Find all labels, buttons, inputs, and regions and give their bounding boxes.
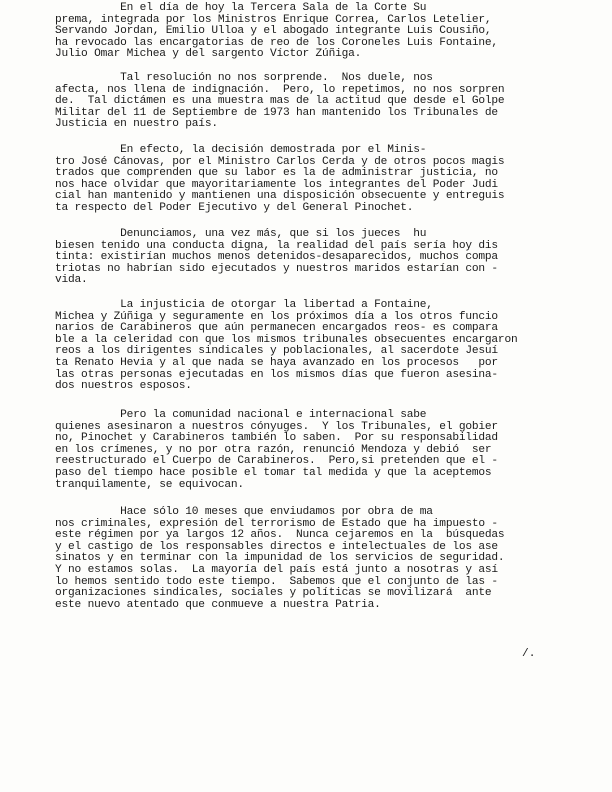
- text-line: nos hace olvidar que mayoritariamente los integrantes del Poder Judi: [55, 178, 498, 191]
- text-line: Pero la comunidad nacional e internacional sabe: [55, 409, 427, 421]
- text-line: ta Renato Hevia y al que nada se haya avanzado en los procesos por: [55, 356, 498, 369]
- text-line: Denunciamos, una vez más, que si los jueces hu: [55, 228, 427, 240]
- text-line: no, Pinochet y Carabineros también lo saben. Por su responsabilidad: [55, 432, 498, 445]
- text-line: tranquilamente, se equivocan.: [55, 478, 244, 491]
- text-line: este régimen por ya largos 12 años. Nunca cejaremos en la búsquedas: [55, 529, 505, 542]
- text-line: Tal resolución no nos sorprende. Nos duele, nos: [55, 72, 433, 84]
- paragraph-court-ruling: [55, 3, 555, 61]
- text-line: Servando Jordan, Emilio Ulloa y el abogado integrante Luis Cousiño,: [55, 25, 492, 38]
- text-line: Militar del 11 de Septiembre de 1973 han mantenido los Tribunales de: [55, 106, 498, 119]
- paragraph-judiciary: [55, 145, 555, 215]
- text-line: narios de Carabineros que aún permanecen encargados reos- es compara: [55, 322, 498, 335]
- text-line: prema, integrada por los Ministros Enrique Correa, Carlos Letelier,: [55, 13, 492, 26]
- text-line: lo hemos sentido todo este tiempo. Sabemos que el conjunto de las -: [55, 575, 498, 588]
- text-line: Michea y Zúñiga y seguramente en los próximos día a los otros funcio: [55, 310, 498, 323]
- paragraph-widows: [55, 507, 555, 611]
- text-line: tinta: existirían muchos menos detenidos-desaparecidos, muchos compa: [55, 251, 498, 264]
- text-line: triotas no habrían sido ejecutados y nuestros maridos estarían con -: [55, 262, 498, 275]
- text-line: biesen tenido una conducta digna, la realidad del país sería hoy dis: [55, 239, 498, 252]
- text-line: tro José Cánovas, por el Ministro Carlos Cerda y de otros pocos magis: [55, 155, 505, 168]
- text-line: dos nuestros esposos.: [55, 380, 192, 393]
- text-line: La injusticia de otorgar la libertad a Fontaine,: [55, 299, 433, 311]
- text-line: Julio Omar Michea y del sargento Víctor Zúñiga.: [55, 48, 362, 61]
- text-line: organizaciones sindicales, sociales y políticas se movilizará ante: [55, 587, 492, 600]
- text-line: reestructurado el Cuerpo de Carabineros. Pero,si pretenden que el -: [55, 455, 498, 468]
- text-line: las otras personas ejecutadas en los mismos días que fueron asesina-: [55, 368, 498, 381]
- text-line: Justicia en nuestro país.: [55, 118, 218, 131]
- text-line: ha revocado las encargatorias de reo de los Coroneles Luis Fontaine,: [55, 36, 498, 49]
- text-line: sinatos y en terminar con la impunidad de los servicios de seguridad.: [55, 552, 505, 565]
- paragraph-no-surprise: [55, 73, 555, 131]
- text-line: Y no estamos solas. La mayoría del país está junto a nosotras y así: [55, 563, 498, 576]
- text-line: trados que comprenden que su labor es la de administrar justicia, no: [55, 167, 498, 180]
- closing-mark: /.: [522, 648, 536, 660]
- text-line: de. Tal dictámen es una muestra mas de la actitud que desde el Golpe: [55, 95, 505, 108]
- text-line: y el castigo de los responsables directos e intelectuales de los ase: [55, 540, 498, 553]
- text-line: Hace sólo 10 meses que enviudamos por obra de ma: [55, 506, 433, 518]
- text-line: nos criminales, expresión del terrorismo de Estado que ha impuesto -: [55, 517, 498, 530]
- text-line: reos a los dirigentes sindicales y poblacionales, al sacerdote Jesuí: [55, 345, 498, 358]
- paragraph-denunciation: [55, 229, 555, 287]
- paragraph-injustice: [55, 300, 555, 393]
- text-line: ble a la celeridad con que los mismos tribunales obsecuentes encargaron: [55, 333, 518, 346]
- text-line: vida.: [55, 274, 88, 287]
- text-line: En efecto, la decisión demostrada por el Minis-: [55, 144, 427, 156]
- text-line: En el día de hoy la Tercera Sala de la Corte Su: [55, 2, 427, 14]
- text-line: afecta, nos llena de indignación. Pero, lo repetimos, no nos sorpren: [55, 83, 505, 96]
- text-line: quienes asesinaron a nuestros cónyuges. Y los Tribunales, el gobier: [55, 420, 498, 433]
- text-line: este nuevo atentado que conmueve a nuestra Patria.: [55, 598, 381, 611]
- text-line: cial han mantenido y mantienen una disposición obsecuente y entreguis: [55, 190, 505, 203]
- text-line: paso del tiempo hace posible el tomar tal medida y que la aceptemos: [55, 466, 492, 479]
- text-line: ta respecto del Poder Ejecutivo y del General Pinochet.: [55, 201, 414, 214]
- paragraph-community-knows: [55, 410, 555, 491]
- text-line: en los crímenes, y no por otra razón, renunció Mendoza y debió ser: [55, 443, 492, 456]
